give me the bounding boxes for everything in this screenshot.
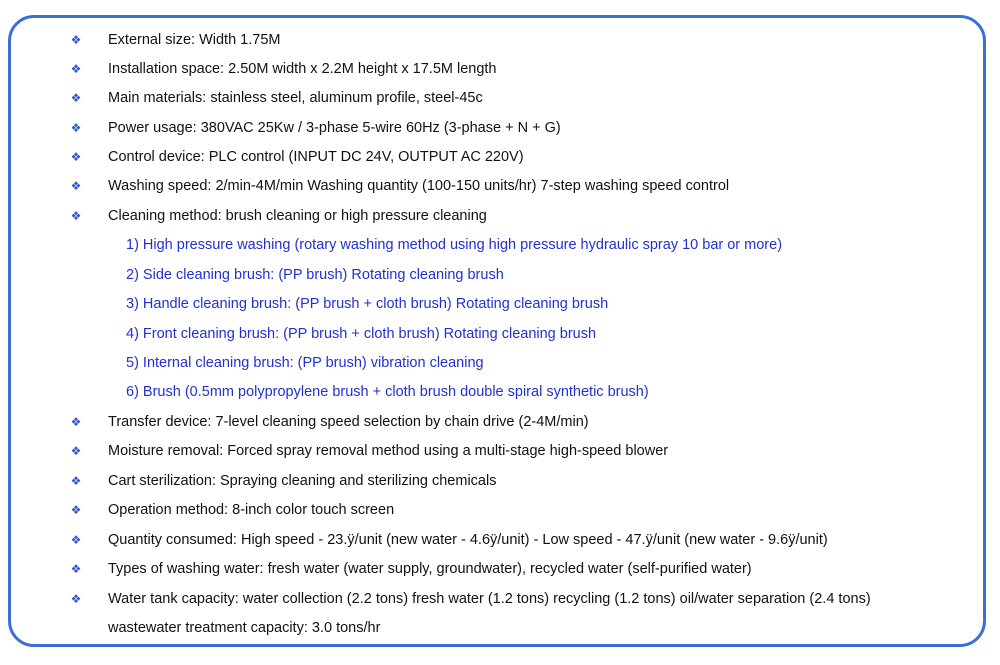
spec-cart-sterilization: Cart sterilization: Spraying cleaning and sterilizing chemicals: [108, 473, 497, 489]
cleaning-method-text: 6) Brush (0.5mm polypropylene brush + cloth brush double spiral synthetic brush): [126, 384, 649, 400]
diamond-bullet-icon: ❖: [70, 33, 82, 47]
spec-transfer-device: Transfer device: 7-level cleaning speed selection by chain drive (2-4M/min): [108, 414, 589, 430]
diamond-bullet-icon: ❖: [70, 533, 82, 547]
diamond-bullet-icon: ❖: [70, 415, 82, 429]
spec-quantity-consumed: Quantity consumed: High speed - 23.ÿ/unit (new water - 4.6ÿ/unit) - Low speed - 47.ÿ/unit (new water - 9.6ÿ/unit): [108, 532, 828, 548]
diamond-bullet-icon: ❖: [70, 562, 82, 576]
spec-wastewater-capacity: wastewater treatment capacity: 3.0 tons/hr: [108, 620, 381, 636]
spec-washing-water-types: Types of washing water: fresh water (water supply, groundwater), recycled water (self-purified water): [108, 561, 752, 577]
diamond-bullet-icon: ❖: [70, 444, 82, 458]
diamond-bullet-icon: ❖: [70, 150, 82, 164]
spec-cleaning-method: Cleaning method: brush cleaning or high pressure cleaning: [108, 208, 487, 224]
spec-power-usage: Power usage: 380VAC 25Kw / 3-phase 5-wire 60Hz (3-phase + N + G): [108, 120, 561, 136]
cleaning-method-text: 1) High pressure washing (rotary washing method using high pressure hydraulic spray 10 bar or more): [126, 237, 783, 253]
spec-control-device: Control device: PLC control (INPUT DC 24V, OUTPUT AC 220V): [108, 149, 524, 165]
spec-operation-method: Operation method: 8-inch color touch screen: [108, 502, 395, 518]
diamond-bullet-icon: ❖: [70, 91, 82, 105]
cleaning-method-text: 2) Side cleaning brush: (PP brush) Rotating cleaning brush: [126, 267, 504, 283]
diamond-bullet-icon: ❖: [70, 121, 82, 135]
cleaning-method-text: 5) Internal cleaning brush: (PP brush) vibration cleaning: [126, 355, 484, 371]
diamond-bullet-icon: ❖: [70, 474, 82, 488]
diamond-bullet-icon: ❖: [70, 179, 82, 193]
spec-external-size: External size: Width 1.75M: [108, 32, 281, 48]
diamond-bullet-icon: ❖: [70, 503, 82, 517]
cleaning-method-text: 3) Handle cleaning brush: (PP brush + cloth brush) Rotating cleaning brush: [126, 296, 609, 312]
spec-installation-space: Installation space: 2.50M width x 2.2M height x 17.5M length: [108, 61, 497, 77]
spec-water-tank-capacity: Water tank capacity: water collection (2.2 tons) fresh water (1.2 tons) recycling (1.2 tons) oil/water separation (2.4 tons): [108, 591, 871, 607]
spec-moisture-removal: Moisture removal: Forced spray removal method using a multi-stage high-speed blower: [108, 443, 669, 459]
diamond-bullet-icon: ❖: [70, 62, 82, 76]
cleaning-method-text: 4) Front cleaning brush: (PP brush + cloth brush) Rotating cleaning brush: [126, 326, 597, 342]
diamond-bullet-icon: ❖: [70, 209, 82, 223]
diamond-bullet-icon: ❖: [70, 592, 82, 606]
spec-main-materials: Main materials: stainless steel, aluminum profile, steel-45c: [108, 90, 483, 106]
spec-washing-speed: Washing speed: 2/min-4M/min Washing quantity (100-150 units/hr) 7-step washing speed control: [108, 178, 730, 194]
